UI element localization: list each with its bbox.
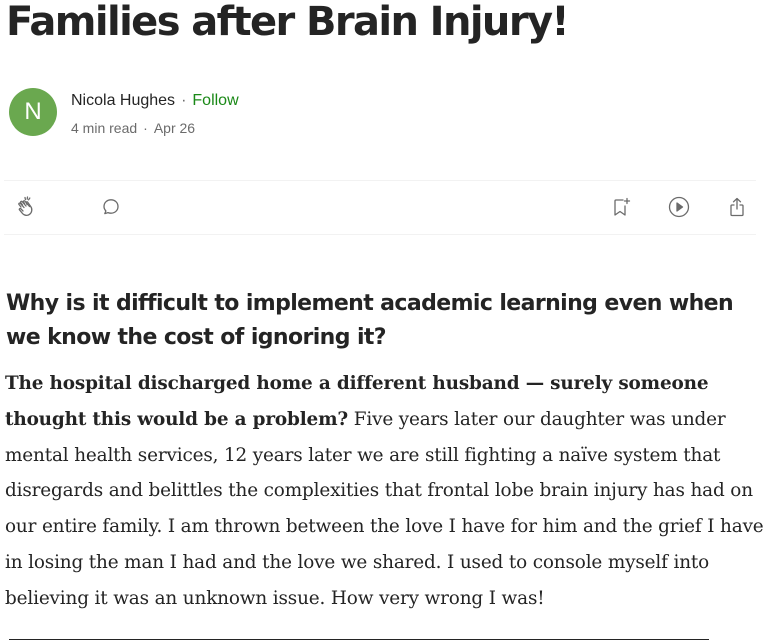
comment-icon[interactable] xyxy=(98,194,124,220)
article-meta xyxy=(71,120,195,136)
publish-date: Apr 26 xyxy=(153,120,196,136)
article-title: Families after Brain Injury! xyxy=(6,0,569,45)
article-subtitle: Why is it difficult to implement academic learning even when we know the cost of ignoring it? xyxy=(6,291,734,350)
author-row xyxy=(9,88,749,138)
clap-icon[interactable] xyxy=(14,194,40,220)
read-time: 4 min read xyxy=(71,120,138,136)
bookmark-add-icon[interactable] xyxy=(608,194,634,220)
lead-sentence: The hospital discharged home a different husband — surely someone thought this would be a problem? xyxy=(5,373,709,430)
action-bar xyxy=(4,182,756,234)
play-icon[interactable] xyxy=(666,194,692,220)
body-paragraph: Five years later our daughter was under mental health services, 12 years later we are still fighting a naïve system that disregards and belittles the complexities that frontal lobe brain injury has had on our entire family. I am thrown between the love I have for him and the grief I have in losing the man I had and the love we shared. I used to console myself into believing it was an unknown issue. How very wrong I was! xyxy=(5,408,764,609)
author-line xyxy=(71,92,239,110)
divider-bottom xyxy=(4,234,756,235)
follow-button[interactable]: Follow xyxy=(192,92,239,109)
article-body xyxy=(5,366,765,641)
author-name[interactable]: Nicola Hughes xyxy=(71,92,176,109)
author-avatar[interactable]: N xyxy=(9,88,57,136)
divider-top xyxy=(4,180,756,181)
share-icon[interactable] xyxy=(724,194,750,220)
underline-blank xyxy=(9,626,709,640)
separator-dot: · xyxy=(143,120,148,136)
separator-dot: · xyxy=(181,92,187,109)
